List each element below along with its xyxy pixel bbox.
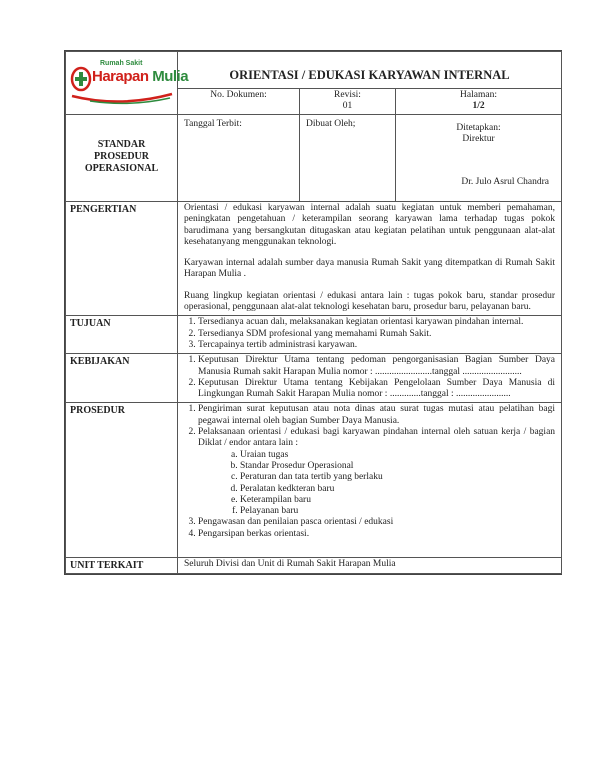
sub-list-item: d. Peralatan kedkteran baru bbox=[240, 484, 555, 495]
sub-list-item: e. Keterampilan baru bbox=[240, 495, 555, 506]
list-item: 4. Pengarsipan berkas orientasi. bbox=[198, 529, 555, 540]
sub-list-item: f. Pelayanan baru bbox=[240, 506, 555, 517]
approval-cell: Ditetapkan: Direktur Dr. Julo Asrul Chandra bbox=[396, 115, 562, 202]
pengertian-label: PENGERTIAN bbox=[66, 202, 178, 316]
sop-label: STANDAR PROSEDUR OPERASIONAL bbox=[66, 115, 178, 202]
kebijakan-content bbox=[178, 354, 562, 403]
list-item: 1. Tersedianya acuan dalı, melaksanakan kegiatan orientasi karyawan pindahan internal. bbox=[198, 317, 555, 328]
kebijakan-label: KEBIJAKAN bbox=[66, 354, 178, 403]
list-item: 2. Keputusan Direktur Utama tentang Kebijakan Pengelolaan Sumber Daya Manusia di Lingkungan Rumah Sakit Harapan Mulia nomor : .............tanggal : ....................... bbox=[198, 378, 555, 401]
prosedur-label: PROSEDUR bbox=[66, 403, 178, 558]
list-item: 1. Pengiriman surat keputusan atau nota dinas atau surat tugas mutasi atau pelatihan bagi pegawai internal oleh bagian Sumber Daya Manusia. bbox=[198, 404, 555, 427]
hospital-logo bbox=[70, 60, 189, 106]
tujuan-content bbox=[178, 316, 562, 354]
logo-swoosh-icon bbox=[70, 92, 174, 106]
logo-small-text: Rumah Sakit bbox=[100, 60, 143, 67]
unit-terkait-content: Seluruh Divisi dan Unit di Rumah Sakit Harapan Mulia bbox=[178, 558, 562, 574]
created-by-cell: Dibuat Oleh; bbox=[300, 115, 396, 202]
logo-emblem-icon bbox=[70, 66, 92, 92]
list-item: 2. Pelaksanaan orientasi / edukasi bagi karyawan pindahan internal oleh satuan kerja / bagian Diklat / endor antara lain : a. Uraian tugas b. Standar Prosedur Operasional c. Peraturan dan tata tertib yang berlaku d. Peralatan kedkteran baru e. Keterampilan baru f. Pelayanan baru bbox=[198, 427, 555, 517]
logo-main-text: Harapan Mulia bbox=[92, 68, 189, 85]
sub-list-item: a. Uraian tugas bbox=[240, 450, 555, 461]
unit-terkait-label: UNIT TERKAIT bbox=[66, 558, 178, 574]
list-item: 2. Tersedianya SDM profesional yang memahami Rumah Sakit. bbox=[198, 329, 555, 340]
pengertian-content: Orientasi / edukasi karyawan internal adalah suatu kegiatan untuk memberi pemahaman, peningkatan pengetahuan / keterampilan seorang karyawan lama terhadap tugas pokok barudimana yang bersangkutan ditugaskan atau kegiatan pelatihan untuk penggunaan alat-alat kesehatanyang menggunakan teknologi. Karyawan internal adalah sumber daya manusia Rumah Sakit yang ditempatkan di Rumah Sakit Harapan Mulia . Ruang lingkup kegiatan orientasi / edukasi antara lain : tugas pokok baru, standar prosedur operasional, penggunaan alat-alat teknologi kesehatan baru, prosedur baru, pelayanan baru. bbox=[178, 202, 562, 316]
director-name: Dr. Julo Asrul Chandra bbox=[461, 177, 550, 187]
sop-document bbox=[64, 50, 562, 575]
hospital-logo-cell bbox=[66, 52, 189, 115]
tujuan-label: TUJUAN bbox=[66, 316, 178, 354]
document-title: ORIENTASI / EDUKASI KARYAWAN INTERNAL bbox=[178, 52, 562, 89]
doc-number-cell: No. Dokumen: bbox=[178, 89, 300, 115]
page-number-cell: Halaman: 1/2 bbox=[396, 89, 562, 115]
list-item: 1. Keputusan Direktur Utama tentang pedoman pengorganisasian Bagian Sumber Daya Manusia Rumah sakit Harapan Mulia nomor : ........................tanggal ......................... bbox=[198, 355, 555, 378]
revision-cell: Revisi: 01 bbox=[300, 89, 396, 115]
sub-list-item: b. Standar Prosedur Operasional bbox=[240, 461, 555, 472]
prosedur-content bbox=[178, 403, 562, 558]
list-item: 3. Tercapainya tertib administrasi karyawan. bbox=[198, 340, 555, 351]
issue-date-cell: Tanggal Terbit: bbox=[178, 115, 300, 202]
sub-list-item: c. Peraturan dan tata tertib yang berlaku bbox=[240, 472, 555, 483]
list-item: 3. Pengawasan dan penilaian pasca orientasi / edukasi bbox=[198, 517, 555, 528]
